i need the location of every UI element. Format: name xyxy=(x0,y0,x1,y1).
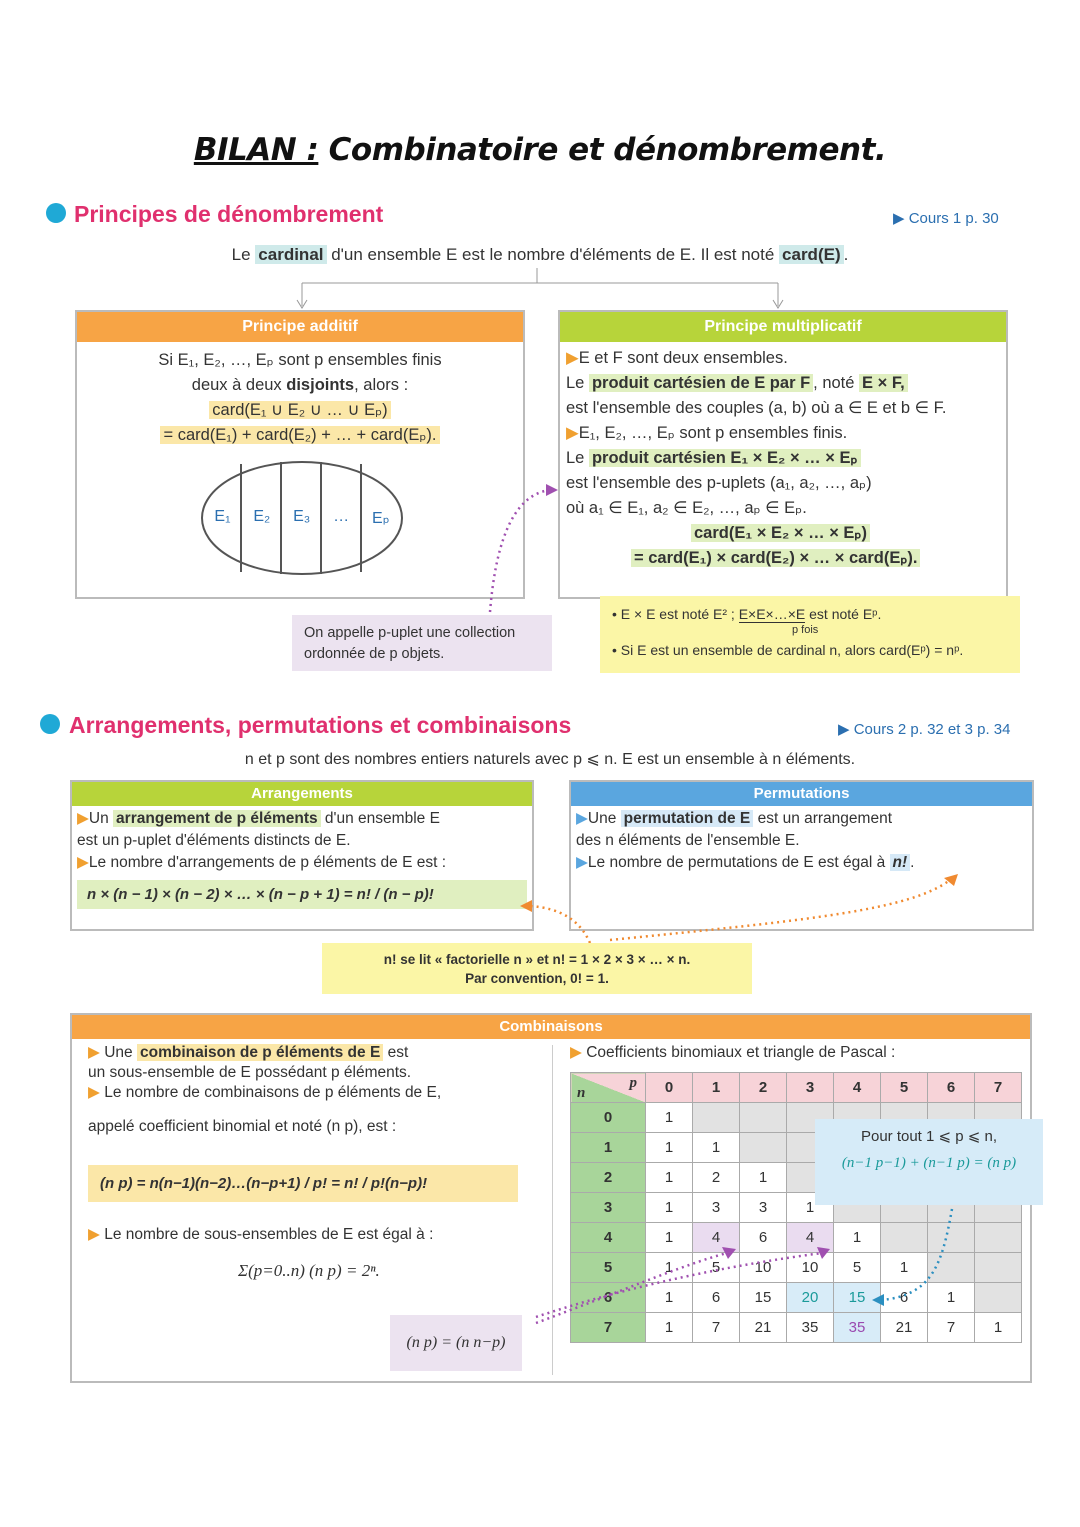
table-cell: 1 xyxy=(787,1193,834,1223)
box-header: Principe additif xyxy=(77,312,523,342)
section-bullet-icon xyxy=(40,714,60,734)
table-cell: 5 xyxy=(693,1253,740,1283)
table-cell: 7 xyxy=(693,1313,740,1343)
table-cell xyxy=(693,1103,740,1133)
table-cell: 1 xyxy=(834,1223,881,1253)
table-cell: 6 xyxy=(740,1223,787,1253)
row-header: 0 xyxy=(571,1103,646,1133)
additive-principle-box: Principe additif Si E₁, E₂, …, Eₚ sont p ensembles finis deux à deux disjoints, alors : card(E₁ ∪ E₂ ∪ … ∪ Eₚ) = card(E₁) + card(E₂) + … + card(Eₚ). E₁ E₂ E₃ … Eₚ xyxy=(75,310,525,599)
section-title: Arrangements, permutations et combinaisons xyxy=(69,712,572,738)
table-cell: 10 xyxy=(787,1253,834,1283)
permutations-box: Permutations ▶Une permutation de E est un arrangement des n éléments de l'ensemble E. ▶Le nombre de permutations de E est égal à n! . xyxy=(569,780,1034,931)
table-cell xyxy=(975,1283,1022,1313)
arrangement-formula: n × (n − 1) × (n − 2) × … × (n − p + 1) = n! / (n − p)! xyxy=(77,880,527,909)
table-cell: 1 xyxy=(646,1193,693,1223)
section-title: Principes de dénombrement xyxy=(74,201,384,227)
table-cell: 1 xyxy=(646,1163,693,1193)
table-cell: 3 xyxy=(740,1193,787,1223)
intro-text: Le cardinal d'un ensemble E est le nombre d'éléments de E. Il est noté card(E) . xyxy=(231,245,849,264)
table-cell: 21 xyxy=(740,1313,787,1343)
row-header: 3 xyxy=(571,1193,646,1223)
table-cell xyxy=(740,1103,787,1133)
row-header: 7 xyxy=(571,1313,646,1343)
table-cell: 1 xyxy=(646,1253,693,1283)
table-cell: 7 xyxy=(928,1313,975,1343)
pascal-triangle-table: p n 0 1 2 3 4 5 6 7 0 1 1 1 1 2 1 2 1 3 1 3 3 1 4 1 4 6 4 1 5 1 5 10 10 5 1 6 1 6 15 20 15 6 1 7 1 7 21 35 35 21 7 1 xyxy=(570,1072,1022,1343)
binomial-formula: (n p) = n(n−1)(n−2)…(n−p+1) / p! = n! / p!(n−p)! xyxy=(88,1165,518,1202)
box-header: Principe multiplicatif xyxy=(560,312,1006,342)
table-cell: 1 xyxy=(693,1133,740,1163)
row-header: 4 xyxy=(571,1223,646,1253)
table-cell xyxy=(740,1133,787,1163)
sum-formula: Σ(p=0..n) (n p) = 2ⁿ. xyxy=(238,1261,380,1280)
arrangements-box: Arrangements ▶Un arrangement de p éléments d'un ensemble E est un p-uplet d'éléments distincts de E. ▶Le nombre d'arrangements de p éléments de E est : n × (n − 1) × (n − 2) × … × (n − p + 1) = n! / (n − p)! xyxy=(70,780,534,931)
row-header: 6 xyxy=(571,1283,646,1313)
intro-text: n et p sont des nombres entiers naturels avec p ⩽ n. E est un ensemble à n éléments. xyxy=(244,751,856,768)
table-cell: 1 xyxy=(928,1283,975,1313)
table-cell: 3 xyxy=(693,1193,740,1223)
row-header: 5 xyxy=(571,1253,646,1283)
course-reference: ▶ Cours 1 p. 30 xyxy=(893,210,999,227)
table-cell: 15 xyxy=(834,1283,881,1313)
dotted-arrows xyxy=(510,870,970,950)
combinations-box: Combinaisons ▶ Une combinaison de p éléments de E est un sous-ensemble de E possédant p éléments. ▶ Le nombre de combinaisons de p éléments de E, appelé coefficient binomial et noté (n p), est : (n p) = n(n−1)(n−2)…(n−p+1) / p! = n! / p!(n−p)! ▶ Le nombre de sous-ensembles de E est égal à : Σ(p=0..n) (n p) = 2ⁿ. (n p) = (n n−p) ▶ Coefficients binomiaux et triangle de Pascal : p n 0 1 2 3 4 5 6 7 0 1 1 1 1 2 1 2 1 3 1 3 3 1 4 1 4 6 4 1 5 1 5 10 10 5 1 6 1 6 15 20 15 6 1 7 1 7 21 35 35 21 7 1 Pour tout 1 ⩽ p ⩽ n, (n−1 p−1) + (n−1 p) = (n p) xyxy=(70,1013,1032,1383)
table-cell: 20 xyxy=(787,1283,834,1313)
table-cell: 1 xyxy=(646,1283,693,1313)
table-cell: 1 xyxy=(646,1103,693,1133)
table-cell: 6 xyxy=(881,1283,928,1313)
row-header: 2 xyxy=(571,1163,646,1193)
table-cell: 5 xyxy=(834,1253,881,1283)
row-header: 1 xyxy=(571,1133,646,1163)
factorial-note: n! se lit « factorielle n » et n! = 1 × 2 × 3 × … × n. Par convention, 0! = 1. xyxy=(322,943,752,994)
table-cell: 1 xyxy=(881,1253,928,1283)
pascal-rule-note: Pour tout 1 ⩽ p ⩽ n, (n−1 p−1) + (n−1 p) = (n p) xyxy=(815,1119,1043,1205)
table-cell xyxy=(975,1223,1022,1253)
power-note: • E × E est noté E² ; E×E×…×E est noté Eᵖ. p fois • Si E est un ensemble de cardinal n, alors card(Eᵖ) = nᵖ. xyxy=(600,596,1020,673)
connector-arrows xyxy=(0,268,1080,313)
table-cell: 1 xyxy=(740,1163,787,1193)
table-cell: 2 xyxy=(693,1163,740,1193)
table-cell: 10 xyxy=(740,1253,787,1283)
table-cell: 1 xyxy=(646,1133,693,1163)
multiplicative-principle-box: Principe multiplicatif ▶E et F sont deux ensembles. Le produit cartésien de E par F , noté E × F, est l'ensemble des couples (a, b) où a ∈ E et b ∈ F. ▶E₁, E₂, …, Eₚ sont p ensembles finis. Le produit cartésien E₁ × E₂ × … × Eₚ est l'ensemble des p-uplets (a₁, a₂, …, aₚ) où a₁ ∈ E₁, a₂ ∈ E₂, …, aₚ ∈ Eₚ. card(E₁ × E₂ × … × Eₚ) = card(E₁) × card(E₂) × … × card(Eₚ). xyxy=(558,310,1008,599)
table-cell: 4 xyxy=(693,1223,740,1253)
table-cell: 21 xyxy=(881,1313,928,1343)
dotted-arrow xyxy=(480,480,570,620)
table-cell xyxy=(975,1253,1022,1283)
p-uplet-note: On appelle p-uplet une collection ordonnée de p objets. xyxy=(292,615,552,671)
table-cell: 1 xyxy=(646,1223,693,1253)
table-cell: 15 xyxy=(740,1283,787,1313)
dotted-arrows xyxy=(532,1205,972,1325)
course-reference: ▶ Cours 2 p. 32 et 3 p. 34 xyxy=(838,721,1011,738)
table-cell: 1 xyxy=(975,1313,1022,1343)
section-bullet-icon xyxy=(46,203,66,223)
table-cell: 6 xyxy=(693,1283,740,1313)
table-cell: 35 xyxy=(787,1313,834,1343)
page-title: BILAN : Combinatoire et dénombrement. xyxy=(193,132,887,168)
symmetry-formula: (n p) = (n n−p) xyxy=(390,1315,522,1371)
table-cell: 1 xyxy=(646,1313,693,1343)
table-cell: 35 xyxy=(834,1313,881,1343)
table-cell: 4 xyxy=(787,1223,834,1253)
